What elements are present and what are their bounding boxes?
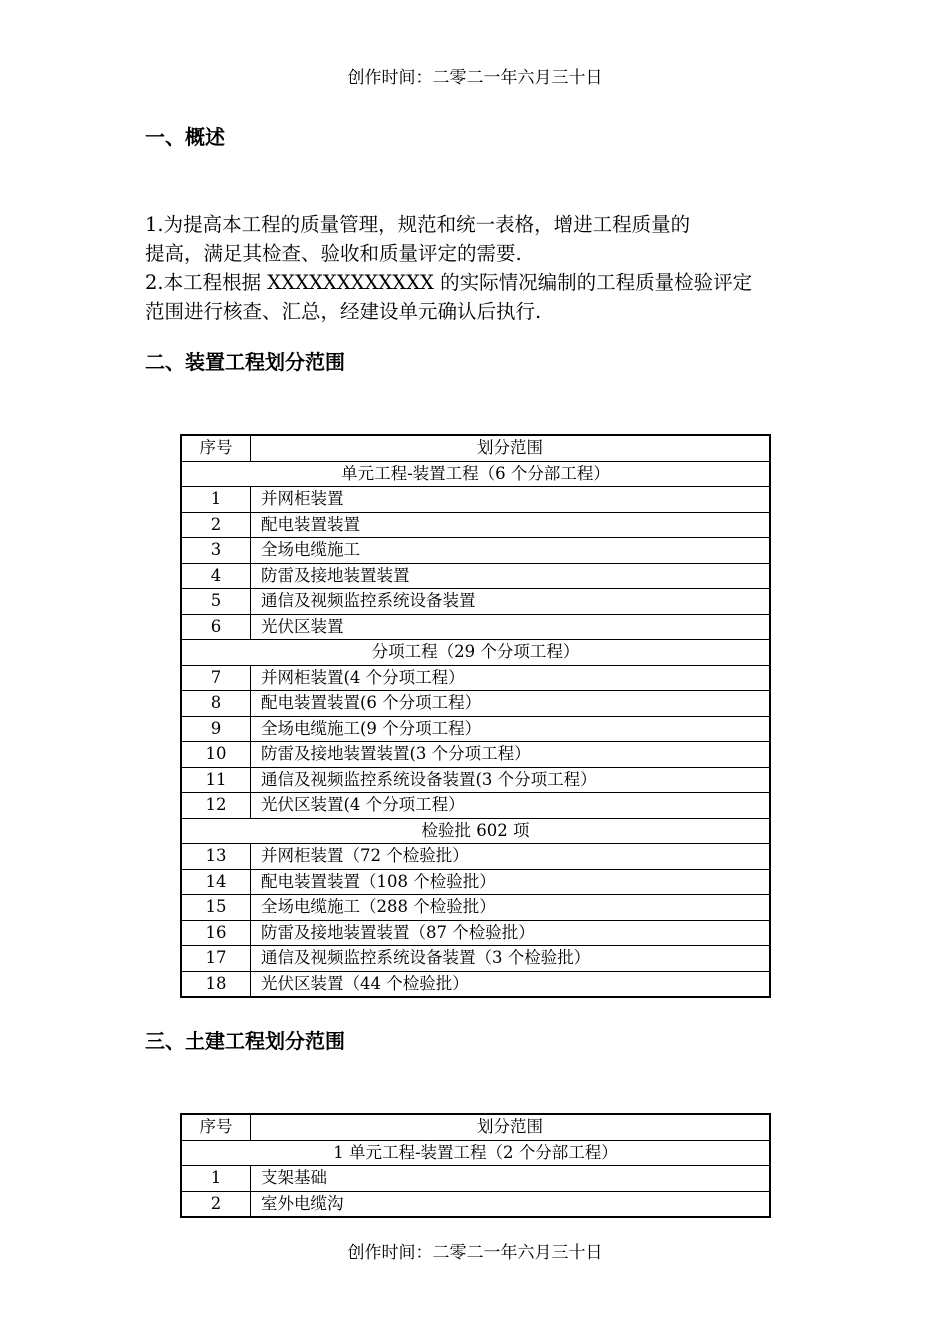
row-index: 8 — [181, 691, 251, 717]
column-header-scope: 划分范围 — [251, 435, 771, 461]
row-index: 12 — [181, 793, 251, 819]
row-index: 17 — [181, 946, 251, 972]
row-scope: 光伏区装置(4 个分项工程） — [251, 793, 771, 819]
group-label: 分项工程（29 个分项工程） — [181, 640, 770, 666]
table-row — [181, 512, 770, 538]
row-index: 15 — [181, 895, 251, 921]
row-index: 4 — [181, 563, 251, 589]
column-header-index: 序号 — [181, 1114, 251, 1140]
page-header: 创作时间：二零二一年六月三十日 — [347, 68, 603, 88]
row-index: 9 — [181, 716, 251, 742]
group-label: 1 单元工程-装置工程（2 个分部工程） — [181, 1140, 770, 1166]
table-row — [181, 614, 770, 640]
table-row — [181, 971, 770, 997]
row-index: 11 — [181, 767, 251, 793]
table-row — [181, 946, 770, 972]
table-row — [181, 895, 770, 921]
row-scope: 配电装置装置(6 个分项工程） — [251, 691, 771, 717]
table-row — [181, 589, 770, 615]
row-scope: 防雷及接地装置装置（87 个检验批） — [251, 920, 771, 946]
table-row — [181, 1191, 770, 1217]
column-header-scope: 划分范围 — [251, 1114, 771, 1140]
row-index: 18 — [181, 971, 251, 997]
row-scope: 全场电缆施工（288 个检验批） — [251, 895, 771, 921]
group-label: 单元工程-装置工程（6 个分部工程） — [181, 461, 770, 487]
installation-division-table — [180, 434, 771, 998]
row-scope: 支架基础 — [251, 1166, 771, 1192]
table-row — [181, 767, 770, 793]
table-group-row — [181, 1140, 770, 1166]
row-index: 7 — [181, 665, 251, 691]
overview-line: 提高，满足其检查、验收和质量评定的需要. — [145, 242, 522, 265]
page-footer: 创作时间：二零二一年六月三十日 — [347, 1243, 603, 1263]
row-scope: 防雷及接地装置装置 — [251, 563, 771, 589]
table-row — [181, 563, 770, 589]
table-row — [181, 665, 770, 691]
table-row — [181, 716, 770, 742]
table-row — [181, 869, 770, 895]
section-title-civil: 三、土建工程划分范围 — [145, 1029, 345, 1053]
row-scope: 全场电缆施工(9 个分项工程） — [251, 716, 771, 742]
row-scope: 全场电缆施工 — [251, 538, 771, 564]
overview-line: 范围进行核查、汇总，经建设单元确认后执行. — [145, 300, 542, 323]
row-scope: 配电装置装置（108 个检验批） — [251, 869, 771, 895]
row-scope: 光伏区装置 — [251, 614, 771, 640]
row-scope: 通信及视频监控系统设备装置（3 个检验批） — [251, 946, 771, 972]
overview-line: 2.本工程根据 XXXXXXXXXXXX 的实际情况编制的工程质量检验评定 — [145, 271, 753, 294]
table-header-row — [181, 435, 770, 461]
row-index: 13 — [181, 844, 251, 870]
row-index: 14 — [181, 869, 251, 895]
group-label: 检验批 602 项 — [181, 818, 770, 844]
row-index: 1 — [181, 487, 251, 513]
row-index: 2 — [181, 1191, 251, 1217]
column-header-index: 序号 — [181, 435, 251, 461]
row-scope: 并网柜装置(4 个分项工程） — [251, 665, 771, 691]
row-scope: 通信及视频监控系统设备装置 — [251, 589, 771, 615]
section-title-installation: 二、装置工程划分范围 — [145, 350, 345, 374]
row-index: 2 — [181, 512, 251, 538]
row-index: 16 — [181, 920, 251, 946]
row-index: 3 — [181, 538, 251, 564]
table-row — [181, 1166, 770, 1192]
table-row — [181, 920, 770, 946]
table-group-row — [181, 640, 770, 666]
row-scope: 并网柜装置 — [251, 487, 771, 513]
overview-paragraph — [145, 210, 825, 326]
row-scope: 光伏区装置（44 个检验批） — [251, 971, 771, 997]
row-index: 1 — [181, 1166, 251, 1192]
row-index: 10 — [181, 742, 251, 768]
table-row — [181, 793, 770, 819]
row-index: 6 — [181, 614, 251, 640]
row-scope: 通信及视频监控系统设备装置(3 个分项工程） — [251, 767, 771, 793]
table-group-row — [181, 818, 770, 844]
row-scope: 防雷及接地装置装置(3 个分项工程） — [251, 742, 771, 768]
row-index: 5 — [181, 589, 251, 615]
overview-line: 1.为提高本工程的质量管理，规范和统一表格，增进工程质量的 — [145, 213, 691, 236]
table-row — [181, 691, 770, 717]
table-row — [181, 487, 770, 513]
row-scope: 配电装置装置 — [251, 512, 771, 538]
row-scope: 并网柜装置（72 个检验批） — [251, 844, 771, 870]
table-header-row — [181, 1114, 770, 1140]
table-group-row — [181, 461, 770, 487]
table-row — [181, 538, 770, 564]
section-title-overview: 一、概述 — [145, 125, 225, 149]
row-scope: 室外电缆沟 — [251, 1191, 771, 1217]
table-row — [181, 844, 770, 870]
table-row — [181, 742, 770, 768]
civil-division-table — [180, 1113, 771, 1218]
